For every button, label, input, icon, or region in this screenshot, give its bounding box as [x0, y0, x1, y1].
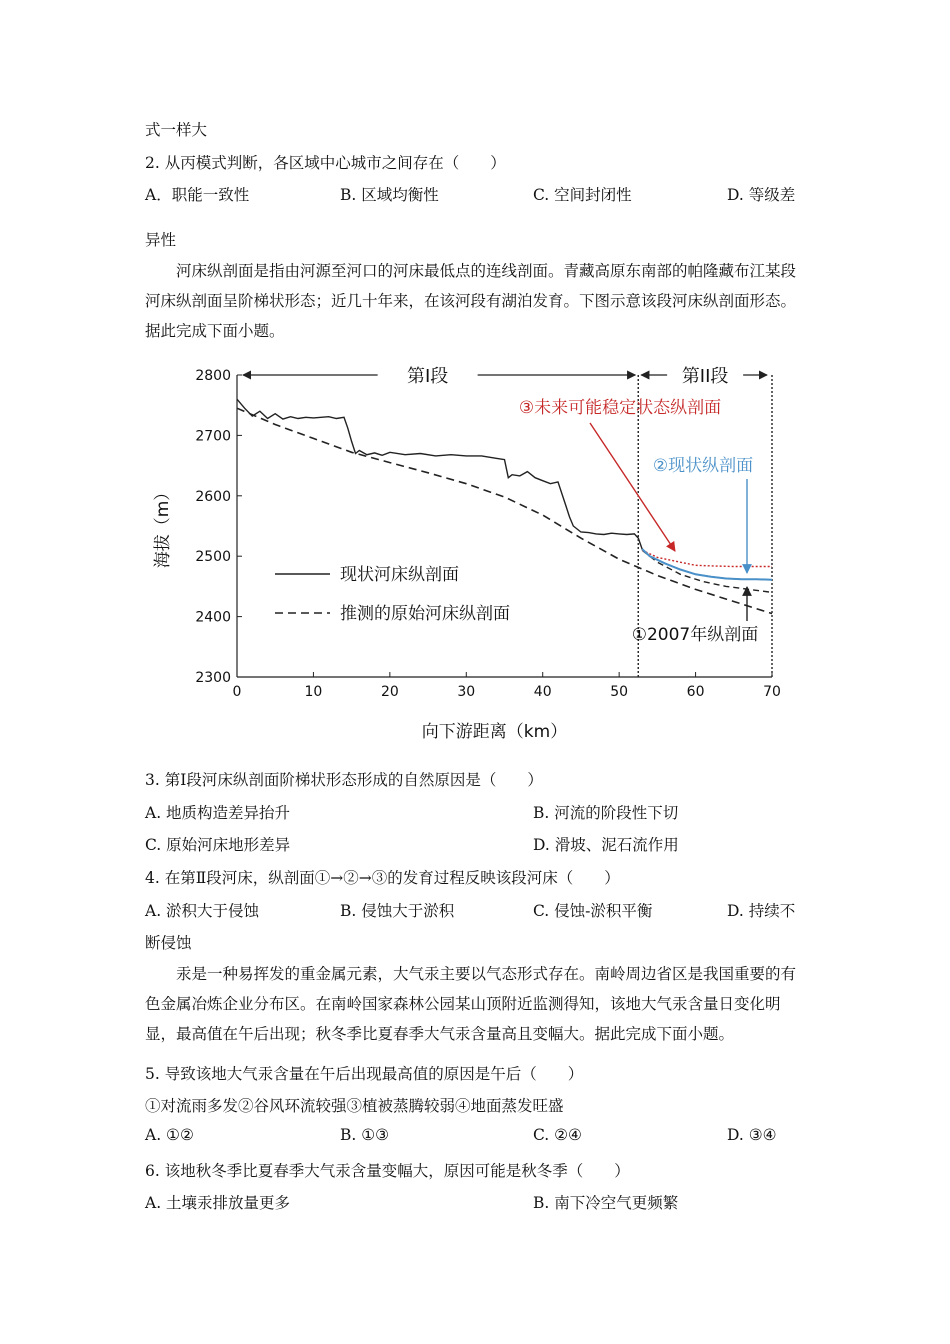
annotation-current: ②现状纵剖面 [652, 456, 754, 476]
x-tick-label: 70 [763, 684, 781, 700]
q2-option-d: D. 等级差 [727, 186, 796, 204]
q4-option-b: B. 侵蚀大于淤积 [340, 902, 455, 920]
y-tick-label: 2600 [195, 488, 231, 505]
x-tick-label: 40 [533, 684, 552, 700]
q6-stem: 6. 该地秋冬季比夏春季大气汞含量变幅大，原因可能是秋冬季（ ） [145, 1162, 630, 1180]
passage-1: 河床纵剖面是指由河源至河口的河床最低点的连线剖面。青藏高原东南部的帕隆藏布江某段河床纵剖面呈阶梯状形态；近几十年来，在该河段有湖泊发育。下图示意该段河床纵剖面形态。据此完成下面小题。 [145, 262, 797, 340]
q6-option-a: A. 土壤汞排放量更多 [145, 1194, 291, 1212]
x-tick-label: 60 [686, 684, 705, 700]
segment2-label: 第II段 [681, 366, 729, 387]
q3-stem: 3. 第Ⅰ段河床纵剖面阶梯状形态形成的自然原因是（ ） [145, 771, 543, 789]
y-axis-label: 海拔（m） [153, 483, 173, 569]
q3-option-b: B. 河流的阶段性下切 [533, 804, 679, 822]
q2-wrap: 异性 [145, 231, 177, 249]
legend-original-label: 推测的原始河床纵剖面 [340, 604, 510, 624]
y-tick-label: 2300 [195, 670, 231, 686]
x-tick-label: 50 [610, 684, 629, 700]
x-axis-label: 向下游距离（km） [421, 722, 568, 742]
q3-option-a: A. 地质构造差异抬升 [145, 804, 291, 822]
y-tick-label: 2800 [195, 368, 231, 384]
q2-stem: 2. 从丙模式判断，各区域中心城市之间存在（ ） [145, 154, 506, 172]
river-profile-chart [140, 355, 800, 750]
y-tick-label: 2700 [195, 428, 231, 445]
series-original-profile [237, 408, 772, 613]
q5-option-c: C. ②④ [533, 1126, 582, 1144]
annotation-2007: ①2007年纵剖面 [631, 625, 759, 645]
x-tick-label: 20 [380, 684, 399, 700]
q3-option-c: C. 原始河床地形差异 [145, 836, 291, 854]
q4-option-a: A. 淤积大于侵蚀 [145, 902, 260, 920]
q2-option-b: B. 区域均衡性 [340, 186, 439, 204]
q2-option-c: C. 空间封闭性 [533, 186, 632, 204]
q5-option-b: B. ①③ [340, 1126, 390, 1144]
q4-option-d: D. 持续不 [727, 902, 796, 920]
y-tick-label: 2400 [195, 609, 231, 626]
y-tick-label: 2500 [195, 549, 231, 566]
passage-2: 汞是一种易挥发的重金属元素，大气汞主要以气态形式存在。南岭周边省区是我国重要的有色金属冶炼企业分布区。在南岭国家森林公园某山顶附近监测得知，该地大气汞含量日变化明显，最高值在午后出现；秋冬季比夏春季大气汞含量高且变幅大。据此完成下面小题。 [145, 965, 797, 1043]
chart-plot-area [237, 399, 772, 613]
q4-wrap: 断侵蚀 [145, 934, 192, 952]
q3-option-d: D. 滑坡、泥石流作用 [533, 836, 679, 854]
segment1-label: 第I段 [406, 366, 449, 387]
q4-stem: 4. 在第Ⅱ段河床，纵剖面①→②→③的发育过程反映该段河床（ ） [145, 869, 620, 887]
q5-items: ①对流雨多发②谷风环流较强③植被蒸腾较弱④地面蒸发旺盛 [145, 1097, 564, 1115]
annotation-future-arrow [590, 423, 675, 551]
x-tick-label: 0 [232, 684, 242, 700]
q4-option-c: C. 侵蚀-淤积平衡 [533, 902, 653, 920]
q2-option-a: A．职能一致性 [145, 186, 250, 204]
q5-stem: 5. 导致该地大气汞含量在午后出现最高值的原因是午后（ ） [145, 1065, 584, 1083]
series-2007-profile [642, 550, 772, 592]
top-fragment: 式一样大 [145, 121, 208, 139]
q6-option-b: B. 南下冷空气更频繁 [533, 1194, 679, 1212]
q5-option-d: D. ③④ [727, 1126, 777, 1144]
x-tick-label: 30 [457, 684, 476, 700]
q5-option-a: A. ①② [145, 1126, 194, 1144]
series-current-profile [237, 399, 772, 580]
legend-current-label: 现状河床纵剖面 [340, 565, 459, 585]
annotation-future: ③未来可能稳定状态纵剖面 [518, 398, 722, 418]
x-tick-label: 10 [304, 684, 323, 700]
